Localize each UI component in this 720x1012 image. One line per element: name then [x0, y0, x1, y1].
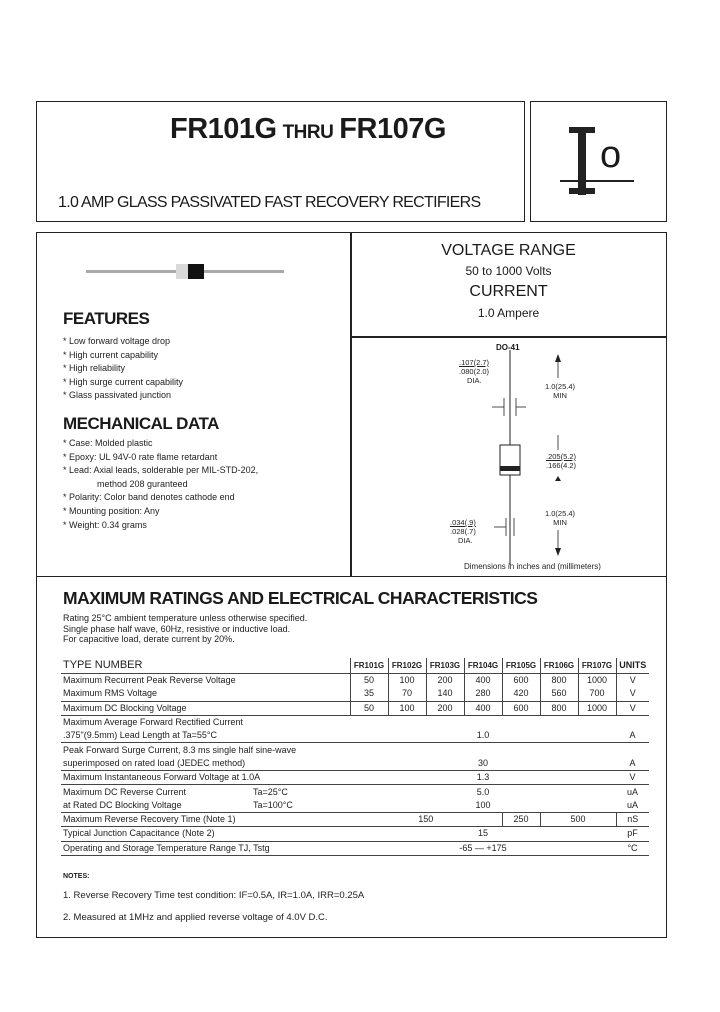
company-logo — [560, 125, 640, 200]
cell: 30 — [350, 757, 616, 771]
table-row — [61, 743, 649, 757]
cell: 560 — [540, 687, 578, 701]
characteristics-table — [61, 658, 649, 856]
mechanical-title: MECHANICAL DATA — [63, 414, 219, 433]
row-label: Maximum Average Forward Rectified Current — [63, 717, 243, 728]
rating-notes — [63, 613, 307, 645]
table-row — [61, 841, 649, 855]
package-band — [500, 466, 520, 471]
lead-len-bottom-min: MIN — [553, 518, 567, 527]
cell: 100 — [388, 701, 426, 715]
body-len-label — [546, 452, 576, 470]
cell: 500 — [540, 812, 616, 826]
cell: 35 — [350, 687, 388, 701]
row-label — [61, 799, 350, 813]
body-len-max: .205(5.2) — [546, 452, 577, 461]
body-len-min: .166(4.2) — [546, 461, 577, 470]
unit-cell: V — [616, 771, 649, 785]
table-row — [61, 812, 649, 826]
lead-len-top-value: 1.0(25.4) — [545, 382, 576, 391]
package-name: DO-41 — [496, 343, 520, 352]
max-ratings-title: MAXIMUM RATINGS AND ELECTRICAL CHARACTERISTICS — [63, 588, 538, 608]
feature-item: * Low forward voltage drop — [63, 336, 171, 346]
notes-title: NOTES: — [63, 873, 90, 880]
lead-dia-max: .107(2.7) — [459, 358, 490, 367]
mech-item: * Weight: 0.34 grams — [63, 519, 147, 530]
col-header: FR107G — [578, 658, 616, 674]
col-header: FR102G — [388, 658, 426, 674]
current-value: 1.0 Ampere — [477, 306, 540, 320]
lead-dia-min: .080(2.0) — [459, 367, 490, 376]
cathode-band — [188, 264, 204, 279]
cell: 50 — [350, 701, 388, 715]
cell: 1.3 — [350, 771, 616, 785]
cell: 800 — [540, 674, 578, 688]
wire-dia-min: .028(.7) — [450, 527, 476, 536]
cell: -65 — +175 — [350, 841, 616, 855]
cell: 700 — [578, 687, 616, 701]
unit-cell: uA — [616, 799, 649, 813]
table-row — [61, 799, 649, 813]
table-header — [61, 658, 649, 674]
row-label: superimposed on rated load (JEDEC method) — [61, 757, 350, 771]
col-header: FR103G — [426, 658, 464, 674]
mech-item: method 208 guranteed — [97, 478, 188, 489]
cell: 800 — [540, 701, 578, 715]
thru-label: THRU — [282, 122, 334, 143]
table-row — [61, 771, 649, 785]
unit-cell: °C — [616, 841, 649, 855]
row-label-text: Maximum DC Reverse Current — [63, 786, 187, 797]
cell: 1000 — [578, 674, 616, 688]
cell: 1000 — [578, 701, 616, 715]
table-row — [61, 715, 649, 729]
lead-len-top-min: MIN — [553, 391, 567, 400]
lead-len-bottom-label — [545, 509, 575, 527]
wire-dia-max: .034(.9) — [450, 518, 476, 527]
table-row — [61, 757, 649, 771]
cell: 100 — [388, 674, 426, 688]
units-header: UNITS — [616, 658, 649, 674]
col-header: FR106G — [540, 658, 578, 674]
feature-item: * High reliability — [63, 363, 126, 374]
note-2: 2. Measured at 1MHz and applied reverse voltage of 4.0V D.C. — [63, 912, 328, 923]
rating-note: For capacitive load, derate current by 20%. — [63, 634, 235, 644]
cell: 250 — [502, 812, 540, 826]
col-header: FR104G — [464, 658, 502, 674]
cell: 600 — [502, 674, 540, 688]
unit-cell: A — [616, 757, 649, 771]
row-label: Maximum RMS Voltage — [61, 687, 350, 701]
feature-item: * High surge current capability — [63, 376, 184, 387]
logo-bottom-bar — [569, 188, 595, 194]
cell: 200 — [426, 674, 464, 688]
page-title — [170, 113, 446, 146]
row-label: Operating and Storage Temperature Range TJ, Tstg — [61, 841, 350, 855]
unit-cell: A — [616, 729, 649, 743]
feature-item: * High current capability — [63, 349, 159, 360]
lead-len-top-label — [545, 382, 575, 400]
rating-note: Rating 25°C ambient temperature unless otherwise specified. — [63, 613, 308, 623]
type-number-header: TYPE NUMBER — [61, 658, 350, 674]
logo-letter: o — [600, 134, 622, 176]
logo-stem — [578, 127, 586, 195]
table-row — [61, 701, 649, 715]
row-label: Maximum Instantaneous Forward Voltage at 1.0A — [61, 771, 350, 785]
diode-lead-right — [204, 270, 284, 273]
part-to: FR107G — [339, 113, 446, 145]
cell: 200 — [426, 701, 464, 715]
lead-dia-label — [459, 358, 489, 385]
col-header: FR101G — [350, 658, 388, 674]
row-label: .375"(9.5mm) Lead Length at Ta=55°C — [61, 729, 350, 743]
mechanical-list — [63, 437, 258, 532]
cell: 280 — [464, 687, 502, 701]
diode-lead-left — [86, 270, 176, 273]
voltage-value: 50 to 1000 Volts — [465, 264, 552, 278]
table-row — [61, 729, 649, 743]
mech-item: * Polarity: Color band denotes cathode end — [63, 492, 235, 503]
dim-arrowhead-body — [555, 476, 561, 481]
table-row — [61, 827, 649, 841]
wire-dia-label — [450, 518, 476, 545]
current-label: CURRENT — [469, 283, 548, 300]
cell: 70 — [388, 687, 426, 701]
dim-arrowhead-bottom — [555, 548, 561, 556]
table-row — [61, 785, 649, 799]
dim-arrowhead-top — [555, 354, 561, 362]
mech-item: * Case: Molded plastic — [63, 438, 153, 448]
cell: 5.0 — [476, 786, 490, 797]
col-header: FR105G — [502, 658, 540, 674]
row-label — [61, 785, 350, 799]
logo-crossbar — [560, 180, 634, 182]
row-label: Maximum DC Blocking Voltage — [61, 701, 350, 715]
mech-item: * Mounting position: Any — [63, 505, 160, 516]
features-list — [63, 335, 183, 403]
mech-item: * Lead: Axial leads, solderable per MIL-STD-202, — [63, 465, 259, 476]
row-condition: Ta=100°C — [253, 799, 293, 810]
feature-item: * Glass passivated junction — [63, 390, 172, 401]
unit-cell: pF — [616, 827, 649, 841]
unit-cell: V — [616, 701, 649, 715]
dimensions-caption: Dimensions in inches and (millimeters) — [464, 562, 601, 571]
cell: 400 — [464, 701, 502, 715]
package-divider — [350, 336, 667, 338]
lead-len-bottom-value: 1.0(25.4) — [545, 509, 576, 518]
row-label: Maximum Reverse Recovery Time (Note 1) — [61, 812, 350, 826]
part-from: FR101G — [170, 113, 277, 145]
cell: 420 — [502, 687, 540, 701]
unit-cell: nS — [616, 812, 649, 826]
cell: 15 — [350, 827, 616, 841]
unit-cell: V — [616, 687, 649, 701]
row-label-text: at Rated DC Blocking Voltage — [63, 799, 182, 810]
cell: 50 — [350, 674, 388, 688]
diode-image — [86, 262, 284, 282]
table-row — [61, 674, 649, 688]
wire-dia-unit: DIA. — [458, 536, 473, 545]
voltage-label: VOLTAGE RANGE — [441, 242, 576, 259]
subtitle: 1.0 AMP GLASS PASSIVATED FAST RECOVERY RECTIFIERS — [58, 194, 481, 211]
note-1: 1. Reverse Recovery Time test condition: IF=0.5A, IR=1.0A, IRR=0.25A — [63, 890, 365, 901]
cell: 100 — [350, 799, 616, 813]
features-title: FEATURES — [63, 309, 150, 328]
cell: 140 — [426, 687, 464, 701]
row-condition: Ta=25°C — [253, 786, 288, 797]
table-row — [61, 687, 649, 701]
row-label: Peak Forward Surge Current, 8.3 ms single half sine-wave — [63, 744, 297, 755]
cell: 600 — [502, 701, 540, 715]
lead-dia-unit: DIA. — [467, 376, 482, 385]
rating-note: Single phase half wave, 60Hz, resistive or inductive load. — [63, 623, 291, 634]
mech-item: * Epoxy: UL 94V-0 rate flame retardant — [63, 451, 218, 462]
cell: 150 — [350, 812, 502, 826]
unit-cell: uA — [626, 786, 638, 797]
row-label: Maximum Recurrent Peak Reverse Voltage — [63, 675, 236, 686]
unit-cell: V — [629, 675, 636, 686]
cell: 400 — [464, 674, 502, 688]
cell: 1.0 — [350, 729, 616, 743]
row-label: Typical Junction Capacitance (Note 2) — [61, 827, 350, 841]
